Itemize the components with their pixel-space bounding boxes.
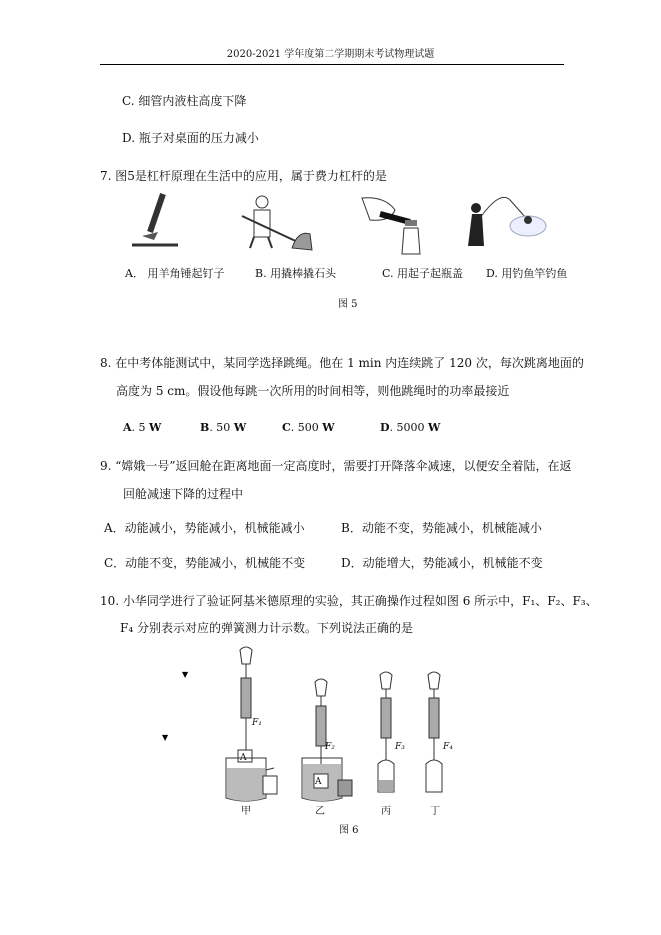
q7-option-d: D. 用钓鱼竿钓鱼 [486,267,568,280]
claw-hammer-image [128,192,188,250]
panel-label-ding: 丁 [430,806,440,817]
q8-stem-line1: 8. 在中考体能测试中，某同学选择跳绳。他在 1 min 内连续跳了 120 次，每次跳离地面的 [100,356,584,370]
force-label-f2: F₂ [325,742,335,752]
q10-stem-line1: 10. 小华同学进行了验证阿基米德原理的实验，其正确操作过程如图 6 所示中，F₁、F₂、F₃、 [100,594,598,608]
header-rule [100,64,564,65]
q7-option-a: A． 用羊角锤起钉子 [125,267,225,280]
q9-option-c: C．动能不变，势能减小，机械能不变 [104,556,306,570]
q8-option-c: C. 500 W [282,421,335,434]
q9-option-a: A．动能减小，势能减小，机械能减小 [104,521,305,535]
archimedes-experiment-figure [162,640,470,820]
q9-stem-line1: 9. “嫦娥一号”返回舱在距离地面一定高度时，需要打开降落伞减速，以便安全着陆，在返 [100,459,572,473]
q9-option-b: B．动能不变，势能减小，机械能减小 [341,521,542,535]
panel-label-jia: 甲 [241,806,251,817]
marker-glyph: ▼ [182,670,189,679]
figure-6-caption: 图 6 [339,825,359,836]
object-label-a-jia: A [240,753,247,763]
force-label-f3: F₃ [395,742,405,752]
q9-option-d: D．动能增大，势能减小，机械能不变 [341,556,543,570]
q7-option-c: C. 用起子起瓶盖 [382,267,464,280]
panel-label-yi: 乙 [315,806,325,817]
force-label-f4: F₄ [443,742,453,752]
svg-text:▼: ▼ [162,733,169,742]
fishing-rod-image [460,192,550,252]
force-label-f1: F₁ [252,718,262,728]
q10-stem-line2: F₄ 分别表示对应的弹簧测力计示数。下列说法正确的是 [120,621,413,635]
panel-label-bing: 丙 [381,806,391,817]
object-label-a-yi: A [315,777,322,787]
q8-stem-line2: 高度为 5 cm。假设他每跳一次所用的时间相等，则他跳绳时的功率最接近 [116,384,510,398]
q7-stem: 7. 图5是杠杆原理在生活中的应用，属于费力杠杆的是 [100,169,387,183]
bottle-opener-image [360,192,430,254]
q8-option-a: A. 5 W [123,421,162,434]
q8-option-b: B. 50 W [200,421,247,434]
page-header-title: 2020-2021 学年度第二学期期末考试物理试题 [226,49,435,60]
q7-option-b: B. 用撬棒撬石头 [255,267,337,280]
q6-option-c: C. 细管内液柱高度下降 [122,94,247,108]
q6-option-d: D. 瓶子对桌面的压力减小 [122,131,259,145]
q8-option-d: D. 5000 W [380,421,441,434]
q9-stem-line2: 回舱减速下降的过程中 [123,487,244,501]
crowbar-image [240,192,315,252]
figure-5-caption: 图 5 [338,299,358,310]
